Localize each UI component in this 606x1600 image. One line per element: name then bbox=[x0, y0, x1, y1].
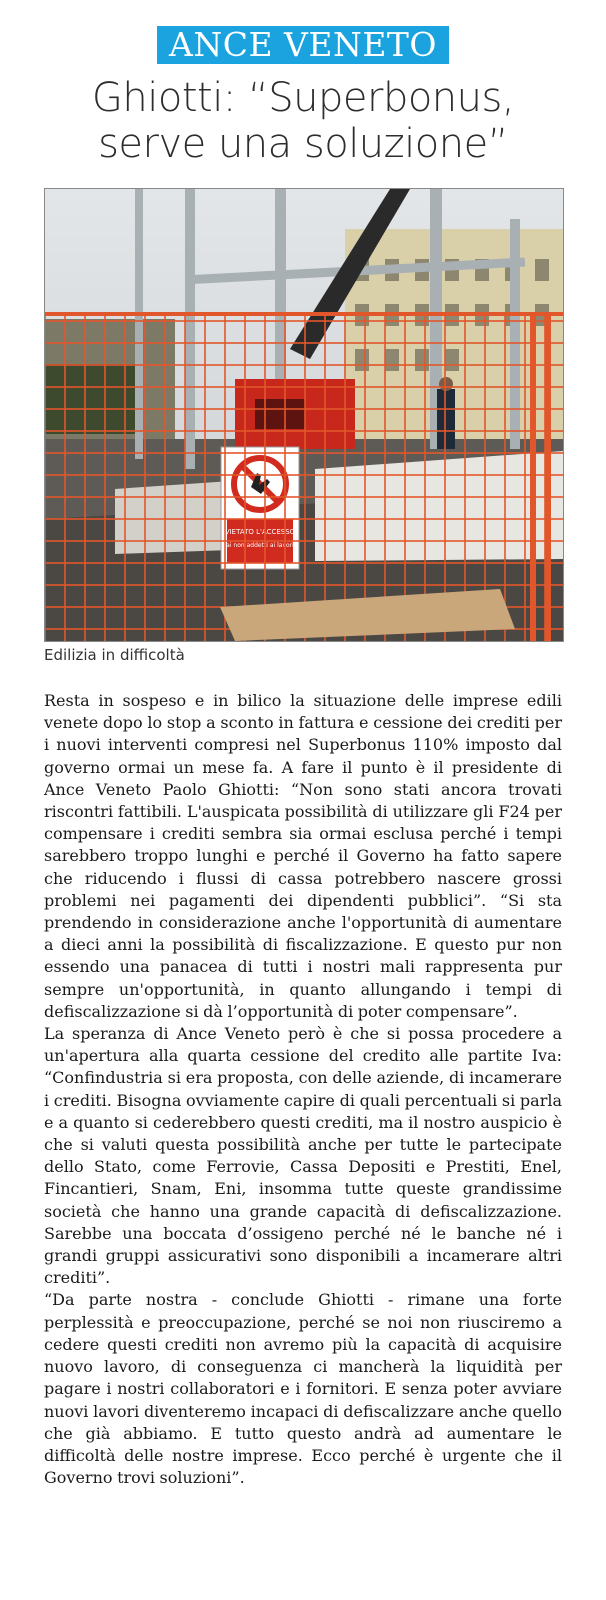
article-paragraph-1: Resta in sospeso e in bilico la situazione delle imprese edili venete dopo lo stop a sconto in fattura e cessione dei crediti per i nuovi interventi compresi nel Superbonus 110% imposto dal governo ormai un mese fa. A fare il punto è il presidente di Ance Veneto Paolo Ghiotti: “Non sono stati ancora trovati riscontri fattibili. L'auspicata possibilità di utilizzare gli F24 per compensare i crediti sembra sia ormai esclusa perché i tempi sarebbero troppo lunghi e perché il Governo ha fatto sapere che riducendo i flussi di cassa potrebbero nascere grossi problemi nei pagamenti dei dipendenti pubblici”. “Si sta prendendo in considerazione anche l'opportunità di aumentare a dieci anni la possibilità di fiscalizzazione. E questo pur non essendo una panacea di tutti i nostri mali rappresenta pur sempre un'opportunità, in quanto allungando i tempi di defiscalizzazione si dà l’opportunità di poter compensare”. bbox=[44, 691, 562, 1021]
article-body bbox=[44, 690, 562, 1489]
kicker-wrapper bbox=[0, 26, 606, 64]
headline-line-1: Ghiotti: “Superbonus, bbox=[91, 75, 515, 121]
headline bbox=[30, 75, 576, 167]
section-kicker: ANCE VENETO bbox=[157, 26, 449, 64]
headline-line-2: serve una soluzione” bbox=[98, 121, 508, 167]
photo-caption: Edilizia in difficoltà bbox=[44, 646, 185, 664]
article-photo bbox=[44, 188, 564, 642]
article-paragraph-2: La speranza di Ance Veneto però è che si possa procedere a un'apertura alla quarta cessione del credito alle partite Iva: “Confindustria si era proposta, con delle aziende, di incamerare i crediti. Bisogna ovviamente capire di quali percentuali si parla e a quanto si cederebbero questi crediti, ma il nostro auspicio è che si valuti questa possibilità anche per tutte le partecipate dello Stato, come Ferrovie, Cassa Depositi e Prestiti, Enel, Fincantieri, Snam, Eni, insomma tutte queste grandissime società che hanno una grande capacità di defiscalizzazione. Sarebbe una boccata d’ossigeno perché né le banche né i grandi gruppi assicurativi sono disponibili a incamerare altri crediti”. bbox=[44, 1024, 562, 1288]
article-paragraph-3: “Da parte nostra - conclude Ghiotti - rimane una forte perplessità e preoccupazione, perché se noi non riusciremo a cedere questi crediti non avremo più la capacità di acquisire nuovo lavoro, di conseguenza ci mancherà la liquidità per pagare i nostri collaboratori e i fornitori. E senza poter avviare nuovi lavori diventeremo incapaci di defiscalizzare anche quello che già abbiamo. E tutto questo andrà ad aumentare le difficoltà delle nostre imprese. Ecco perché è urgente che il Governo trovi soluzioni”. bbox=[44, 1290, 562, 1488]
construction-site-illustration bbox=[45, 189, 563, 641]
